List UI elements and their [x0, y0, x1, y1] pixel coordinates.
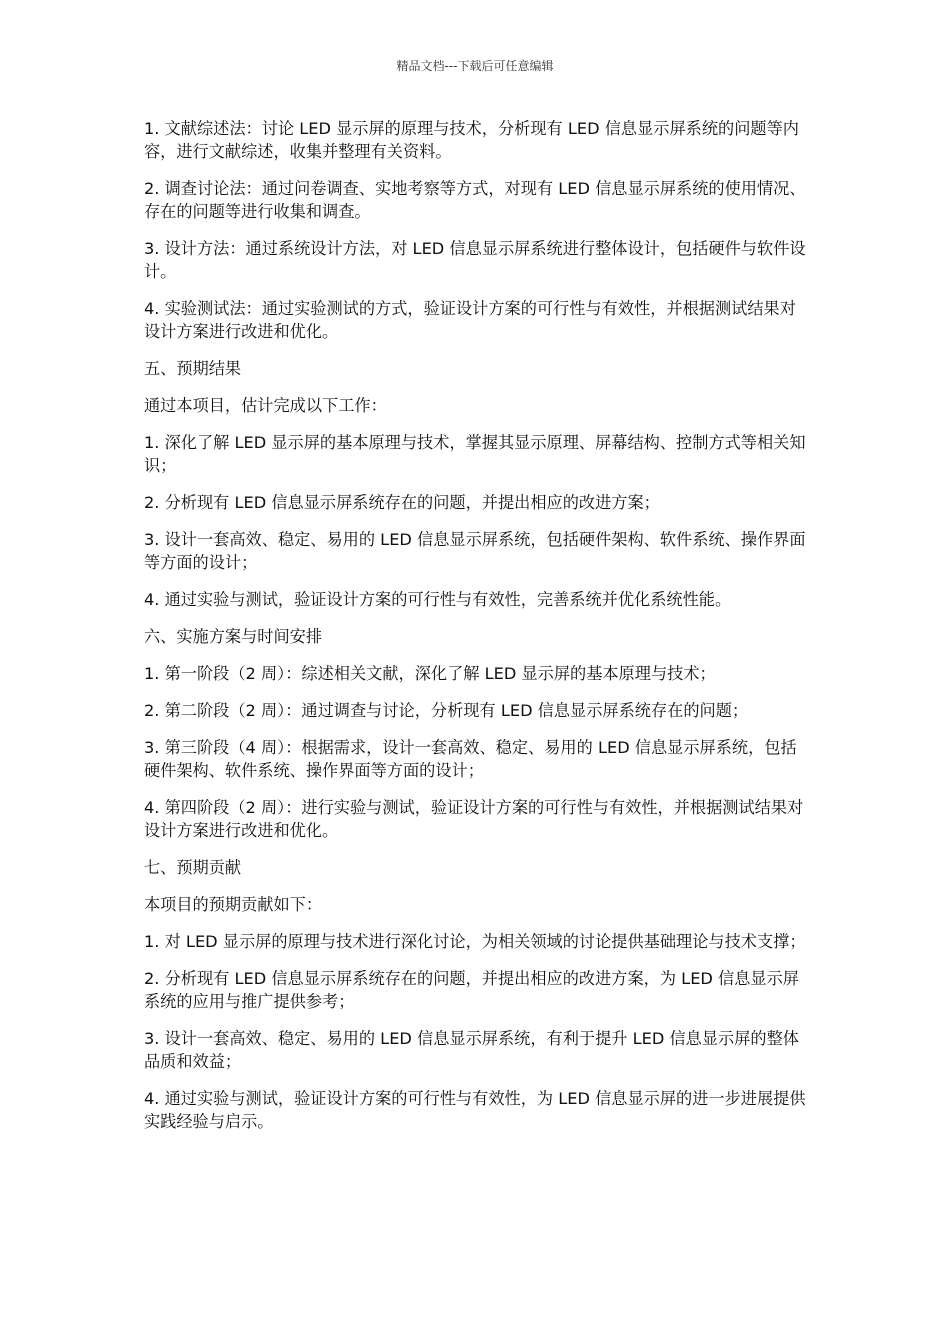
method-survey-discussion: 2. 调查讨论法：通过问卷调查、实地考察等方式，对现有 LED 信息显示屏系统的使用情况、存在的问题等进行收集和调查。	[144, 179, 806, 221]
expected-result-item-3: 3. 设计一套高效、稳定、易用的 LED 信息显示屏系统，包括硬件架构、软件系统、操作界面等方面的设计；	[144, 530, 806, 572]
expected-result-item-4: 4. 通过实验与测试，验证设计方案的可行性与有效性，完善系统并优化系统性能。	[144, 590, 732, 609]
contribution-item-1: 1. 对 LED 显示屏的原理与技术进行深化讨论，为相关领域的讨论提供基础理论与技术支撑；	[144, 932, 806, 951]
section-heading-expected-results: 五、预期结果	[144, 359, 242, 378]
expected-results-intro: 通过本项目，估计完成以下工作：	[144, 396, 387, 415]
schedule-phase-1: 1. 第一阶段（2 周）：综述相关文献，深化了解 LED 显示屏的基本原理与技术；	[144, 664, 716, 683]
expected-result-item-1: 1. 深化了解 LED 显示屏的基本原理与技术，掌握其显示原理、屏幕结构、控制方式等相关知识；	[144, 433, 806, 475]
schedule-phase-4: 4. 第四阶段（2 周）：进行实验与测试，验证设计方案的可行性与有效性，并根据测试结果对设计方案进行改进和优化。	[144, 798, 804, 840]
method-literature-review: 1. 文献综述法：讨论 LED 显示屏的原理与技术，分析现有 LED 信息显示屏系统的问题等内容，进行文献综述，收集并整理有关资料。	[144, 119, 799, 161]
schedule-phase-3: 3. 第三阶段（4 周）：根据需求，设计一套高效、稳定、易用的 LED 信息显示屏系统，包括硬件架构、软件系统、操作界面等方面的设计；	[144, 738, 797, 780]
expected-result-item-2: 2. 分析现有 LED 信息显示屏系统存在的问题，并提出相应的改进方案；	[144, 493, 660, 512]
page-header: 精品文档---下载后可任意编辑	[396, 59, 554, 73]
document-body	[144, 117, 808, 1147]
section-heading-contributions: 七、预期贡献	[144, 858, 242, 877]
contribution-item-3: 3. 设计一套高效、稳定、易用的 LED 信息显示屏系统，有利于提升 LED 信息显示屏的整体品质和效益；	[144, 1029, 799, 1071]
contributions-intro: 本项目的预期贡献如下：	[144, 895, 323, 914]
method-design: 3. 设计方法：通过系统设计方法，对 LED 信息显示屏系统进行整体设计，包括硬件与软件设计。	[144, 239, 806, 281]
section-heading-schedule: 六、实施方案与时间安排	[144, 627, 323, 646]
method-experiment-test: 4. 实验测试法：通过实验测试的方式，验证设计方案的可行性与有效性，并根据测试结果对设计方案进行改进和优化。	[144, 299, 796, 341]
contribution-item-2: 2. 分析现有 LED 信息显示屏系统存在的问题，并提出相应的改进方案，为 LED 信息显示屏系统的应用与推广提供参考；	[144, 969, 799, 1011]
schedule-phase-2: 2. 第二阶段（2 周）：通过调查与讨论，分析现有 LED 信息显示屏系统存在的问题；	[144, 701, 749, 720]
contribution-item-4: 4. 通过实验与测试，验证设计方案的可行性与有效性，为 LED 信息显示屏的进一步进展提供实践经验与启示。	[144, 1089, 806, 1131]
